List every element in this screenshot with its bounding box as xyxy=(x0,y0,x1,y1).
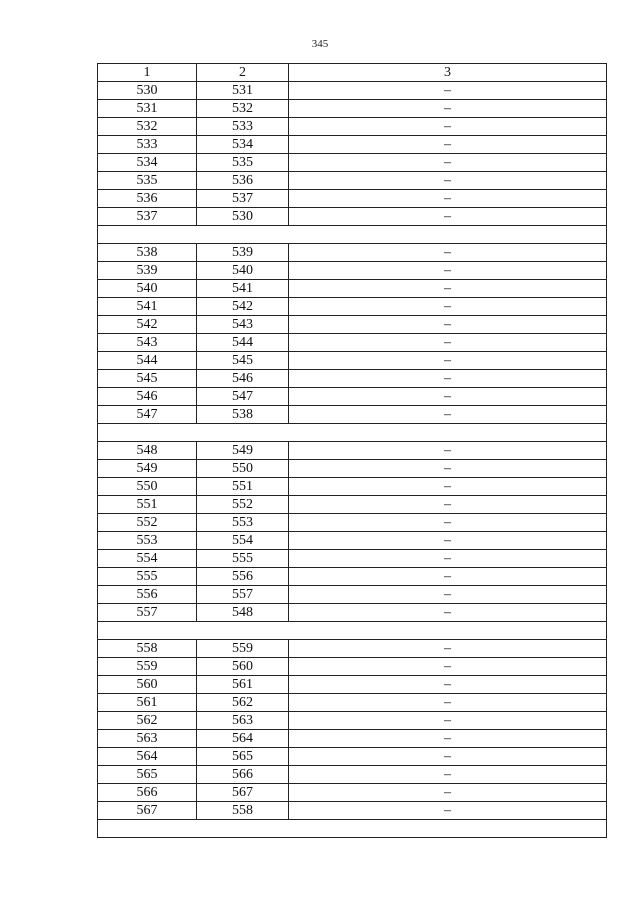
table-row xyxy=(98,460,607,478)
table-cell: 557 xyxy=(197,586,289,604)
table-row xyxy=(98,712,607,730)
table-row xyxy=(98,316,607,334)
table-cell: 557 xyxy=(98,604,197,622)
table-cell-dash: – xyxy=(289,280,607,298)
table-cell-dash: – xyxy=(289,802,607,820)
table-row xyxy=(98,154,607,172)
table-cell-dash: – xyxy=(289,352,607,370)
table-cell: 563 xyxy=(98,730,197,748)
table-cell: 546 xyxy=(98,388,197,406)
table-row xyxy=(98,658,607,676)
table-cell: 564 xyxy=(98,748,197,766)
table-cell-dash: – xyxy=(289,604,607,622)
table-cell-dash: – xyxy=(289,730,607,748)
table-cell: 549 xyxy=(98,460,197,478)
table-cell-dash: – xyxy=(289,676,607,694)
table-row xyxy=(98,334,607,352)
table-cell: 552 xyxy=(98,514,197,532)
table-cell-dash: – xyxy=(289,766,607,784)
column-header: 1 xyxy=(98,64,197,82)
table-cell: 558 xyxy=(197,802,289,820)
table-cell-dash: – xyxy=(289,136,607,154)
table-cell-dash: – xyxy=(289,388,607,406)
table-cell: 558 xyxy=(98,640,197,658)
table-cell: 554 xyxy=(197,532,289,550)
data-table xyxy=(97,63,607,838)
table-cell: 551 xyxy=(197,478,289,496)
table-cell-dash: – xyxy=(289,298,607,316)
table-cell: 530 xyxy=(197,208,289,226)
table-cell: 538 xyxy=(197,406,289,424)
table-row xyxy=(98,730,607,748)
page-number: 345 xyxy=(311,38,329,50)
table-cell: 541 xyxy=(197,280,289,298)
table-row xyxy=(98,784,607,802)
table-cell-dash: – xyxy=(289,568,607,586)
table-cell: 556 xyxy=(197,568,289,586)
table-row xyxy=(98,676,607,694)
table-cell-dash: – xyxy=(289,208,607,226)
table-cell-dash: – xyxy=(289,334,607,352)
table-cell: 561 xyxy=(197,676,289,694)
table-cell: 531 xyxy=(98,100,197,118)
table-cell: 564 xyxy=(197,730,289,748)
table-row xyxy=(98,82,607,100)
table-cell: 563 xyxy=(197,712,289,730)
table-cell-dash: – xyxy=(289,442,607,460)
table-row xyxy=(98,568,607,586)
table-cell-dash: – xyxy=(289,550,607,568)
table-cell: 551 xyxy=(98,496,197,514)
table-cell: 559 xyxy=(197,640,289,658)
column-header: 3 xyxy=(289,64,607,82)
table-row xyxy=(98,208,607,226)
table-cell-dash: – xyxy=(289,460,607,478)
table-cell: 560 xyxy=(98,676,197,694)
table-cell-dash: – xyxy=(289,748,607,766)
table-cell-dash: – xyxy=(289,172,607,190)
table-row xyxy=(98,244,607,262)
table-cell-dash: – xyxy=(289,154,607,172)
table-cell: 544 xyxy=(98,352,197,370)
table-row xyxy=(98,496,607,514)
table-row xyxy=(98,280,607,298)
table-cell-dash: – xyxy=(289,190,607,208)
table-cell-dash: – xyxy=(289,532,607,550)
separator-cell xyxy=(98,226,607,244)
table-cell: 555 xyxy=(98,568,197,586)
table-row xyxy=(98,262,607,280)
table-cell-dash: – xyxy=(289,658,607,676)
table-cell: 553 xyxy=(98,532,197,550)
table-cell: 548 xyxy=(197,604,289,622)
column-header: 2 xyxy=(197,64,289,82)
table-cell: 565 xyxy=(98,766,197,784)
table-cell: 531 xyxy=(197,82,289,100)
table-cell-dash: – xyxy=(289,586,607,604)
table-cell: 550 xyxy=(197,460,289,478)
table-cell-dash: – xyxy=(289,496,607,514)
table-cell-dash: – xyxy=(289,406,607,424)
table-cell-dash: – xyxy=(289,370,607,388)
group-separator-row xyxy=(98,622,607,640)
table-cell: 539 xyxy=(98,262,197,280)
table-row xyxy=(98,406,607,424)
table-row xyxy=(98,352,607,370)
table-cell-dash: – xyxy=(289,244,607,262)
table-row xyxy=(98,388,607,406)
table-cell: 560 xyxy=(197,658,289,676)
table-cell-dash: – xyxy=(289,82,607,100)
table-row xyxy=(98,802,607,820)
table-row xyxy=(98,370,607,388)
table-cell: 548 xyxy=(98,442,197,460)
table-row xyxy=(98,748,607,766)
table-cell: 567 xyxy=(197,784,289,802)
table-cell: 550 xyxy=(98,478,197,496)
table-cell: 559 xyxy=(98,658,197,676)
table-row xyxy=(98,586,607,604)
table-cell: 540 xyxy=(98,280,197,298)
table-row xyxy=(98,766,607,784)
table-cell: 534 xyxy=(197,136,289,154)
table-cell: 556 xyxy=(98,586,197,604)
separator-cell xyxy=(98,622,607,640)
table-cell: 541 xyxy=(98,298,197,316)
table-row xyxy=(98,478,607,496)
table-cell: 536 xyxy=(197,172,289,190)
separator-cell xyxy=(98,424,607,442)
table-cell: 555 xyxy=(197,550,289,568)
table-cell: 535 xyxy=(98,172,197,190)
table-cell-dash: – xyxy=(289,118,607,136)
group-separator-row xyxy=(98,226,607,244)
table-cell-dash: – xyxy=(289,694,607,712)
table-cell: 547 xyxy=(197,388,289,406)
table-cell: 562 xyxy=(197,694,289,712)
table-cell: 537 xyxy=(98,208,197,226)
table-cell: 547 xyxy=(98,406,197,424)
table-cell-dash: – xyxy=(289,316,607,334)
table-cell: 542 xyxy=(197,298,289,316)
table-cell: 535 xyxy=(197,154,289,172)
table-cell: 536 xyxy=(98,190,197,208)
table-cell-dash: – xyxy=(289,640,607,658)
table-cell: 546 xyxy=(197,370,289,388)
table-cell: 532 xyxy=(98,118,197,136)
table-cell: 561 xyxy=(98,694,197,712)
table-cell: 565 xyxy=(197,748,289,766)
table-row xyxy=(98,532,607,550)
table-row xyxy=(98,442,607,460)
table-cell: 545 xyxy=(98,370,197,388)
table-row xyxy=(98,190,607,208)
table-cell-dash: – xyxy=(289,514,607,532)
table-cell: 567 xyxy=(98,802,197,820)
table-cell: 545 xyxy=(197,352,289,370)
table-cell: 533 xyxy=(98,136,197,154)
table-cell: 530 xyxy=(98,82,197,100)
table-cell: 543 xyxy=(98,334,197,352)
table-cell: 534 xyxy=(98,154,197,172)
table-header-row xyxy=(98,64,607,82)
table-cell: 553 xyxy=(197,514,289,532)
table-cell-dash: – xyxy=(289,262,607,280)
table-cell: 552 xyxy=(197,496,289,514)
table-cell: 532 xyxy=(197,100,289,118)
table-cell-dash: – xyxy=(289,100,607,118)
table-row xyxy=(98,514,607,532)
table-cell: 566 xyxy=(98,784,197,802)
table-cell-dash: – xyxy=(289,784,607,802)
group-separator-row xyxy=(98,820,607,838)
table-cell: 549 xyxy=(197,442,289,460)
table-cell-dash: – xyxy=(289,712,607,730)
table-row xyxy=(98,118,607,136)
table-cell: 537 xyxy=(197,190,289,208)
table-cell-dash: – xyxy=(289,478,607,496)
table-row xyxy=(98,136,607,154)
table-cell: 538 xyxy=(98,244,197,262)
table-cell: 543 xyxy=(197,316,289,334)
table-cell: 533 xyxy=(197,118,289,136)
table-row xyxy=(98,172,607,190)
table-cell: 562 xyxy=(98,712,197,730)
table-row xyxy=(98,100,607,118)
table-cell: 544 xyxy=(197,334,289,352)
table-row xyxy=(98,640,607,658)
group-separator-row xyxy=(98,424,607,442)
table-row xyxy=(98,550,607,568)
table-cell: 540 xyxy=(197,262,289,280)
table-cell: 539 xyxy=(197,244,289,262)
table-row xyxy=(98,298,607,316)
table-cell: 542 xyxy=(98,316,197,334)
table-cell: 566 xyxy=(197,766,289,784)
table-cell: 554 xyxy=(98,550,197,568)
table-row xyxy=(98,604,607,622)
table-row xyxy=(98,694,607,712)
separator-cell xyxy=(98,820,607,838)
